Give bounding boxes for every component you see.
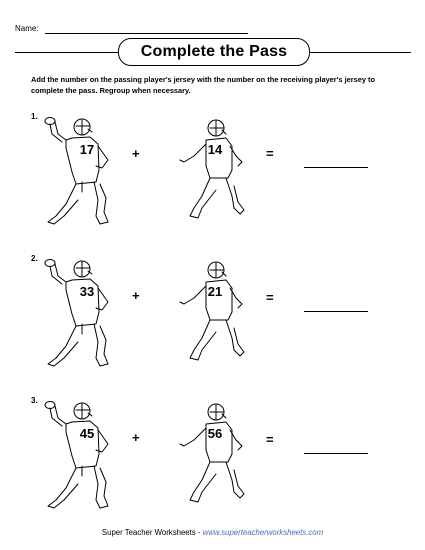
problem-1 [0,108,425,238]
passer-jersey-number: 45 [79,426,95,441]
receiver-jersey-number: 21 [207,284,223,299]
footer [0,528,425,537]
problem-number: 2. [31,254,38,263]
problem-3 [0,392,425,522]
passer-illustration [36,112,116,230]
name-label: Name: [15,24,39,33]
equals-sign: = [266,432,274,447]
equals-sign: = [266,146,274,161]
footer-url[interactable]: www.superteacherworksheets.com [202,528,324,537]
answer-field[interactable] [304,453,368,454]
plus-sign: + [132,146,140,161]
footer-brand: Super Teacher Worksheets - [101,528,203,537]
page-title: Complete the Pass [118,38,310,66]
answer-field[interactable] [304,167,368,168]
plus-sign: + [132,288,140,303]
problem-2 [0,250,425,380]
receiver-jersey-number: 56 [207,426,223,441]
problem-number: 1. [31,112,38,121]
instructions: Add the number on the passing player's jersey with the number on the receiving player's jersey to complete the pass. Regroup when necessary. [31,75,375,95]
passer-illustration [36,396,116,514]
receiver-illustration [170,258,250,366]
problem-number: 3. [31,396,38,405]
name-field[interactable] [45,33,248,34]
equals-sign: = [266,290,274,305]
answer-field[interactable] [304,311,368,312]
passer-jersey-number: 17 [79,142,95,157]
receiver-illustration [170,400,250,508]
receiver-jersey-number: 14 [207,142,223,157]
plus-sign: + [132,430,140,445]
passer-illustration [36,254,116,372]
receiver-illustration [170,116,250,224]
passer-jersey-number: 33 [79,284,95,299]
